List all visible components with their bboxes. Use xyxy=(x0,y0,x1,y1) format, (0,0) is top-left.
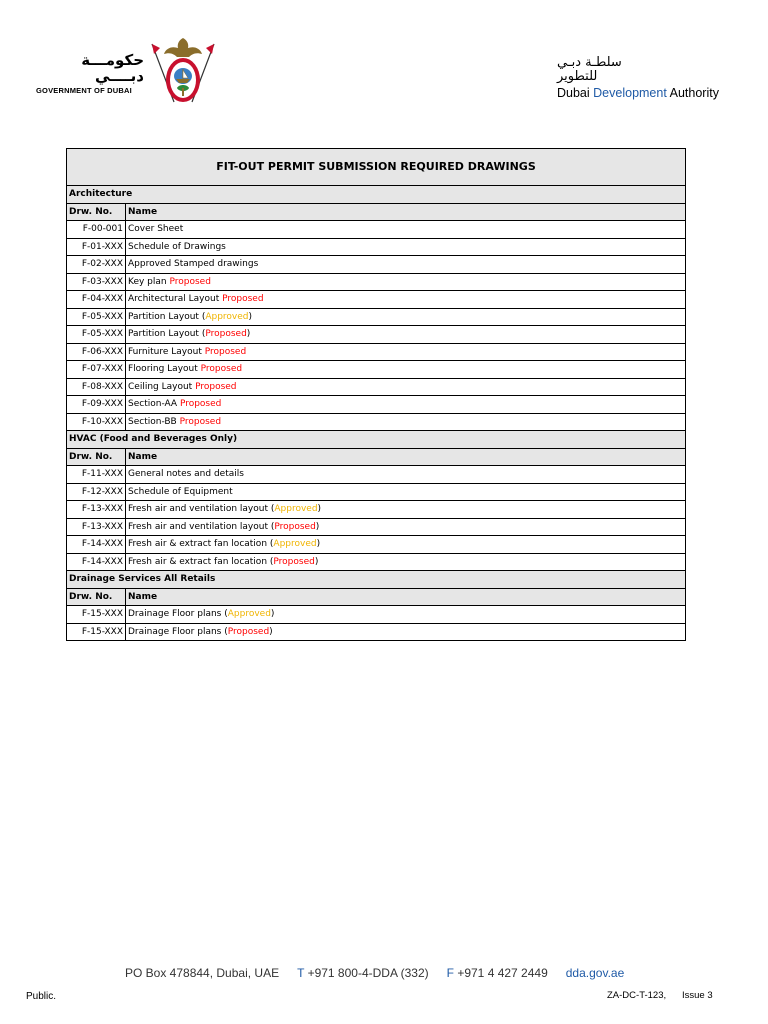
drawing-number: F-07-XXX xyxy=(67,361,126,379)
drawing-number: F-03-XXX xyxy=(67,273,126,291)
table-row xyxy=(67,501,686,519)
drawing-status: Proposed xyxy=(274,521,316,532)
table-row xyxy=(67,396,686,414)
drawing-number: F-01-XXX xyxy=(67,238,126,256)
drawing-name-cell xyxy=(126,308,686,326)
drawing-name: Ceiling Layout xyxy=(128,381,193,392)
drawing-name: Schedule of Drawings xyxy=(128,241,226,252)
column-header-name: Name xyxy=(126,448,686,466)
drawing-number: F-08-XXX xyxy=(67,378,126,396)
drawing-number: F-15-XXX xyxy=(67,606,126,624)
drawing-name: Section-AA xyxy=(128,399,178,410)
table-title: FIT-OUT PERMIT SUBMISSION REQUIRED DRAWINGS xyxy=(67,149,686,186)
drawing-status: Approved xyxy=(227,609,271,620)
drawing-name-cell xyxy=(126,536,686,554)
dubai-emblem-icon xyxy=(144,36,222,108)
drawing-number: F-00-001 xyxy=(67,221,126,239)
drawing-status: Proposed xyxy=(222,294,264,305)
column-header-row xyxy=(67,588,686,606)
table-row xyxy=(67,273,686,291)
drawing-name: Fresh air and ventilation layout xyxy=(128,521,268,532)
table-row xyxy=(67,221,686,239)
status-suffix: ) xyxy=(315,521,320,532)
section-header-row xyxy=(67,186,686,204)
drawing-status: Approved xyxy=(273,539,317,550)
drawing-name: Section-BB xyxy=(128,416,177,427)
status-prefix: ( xyxy=(267,539,274,550)
dda-arabic-text: سلطـة دبـي للتطوير xyxy=(557,55,622,84)
section-header-row xyxy=(67,571,686,589)
drawing-name-cell xyxy=(126,518,686,536)
table-row xyxy=(67,361,686,379)
drawing-number: F-02-XXX xyxy=(67,256,126,274)
dubai-development-authority-logo xyxy=(557,56,719,100)
drawing-name-cell xyxy=(126,466,686,484)
status-prefix: ( xyxy=(267,521,275,532)
status-prefix: ( xyxy=(198,329,206,340)
dda-word-development: Development xyxy=(593,86,667,100)
drawing-status: Proposed xyxy=(179,399,222,410)
table-row xyxy=(67,483,686,501)
table-row xyxy=(67,466,686,484)
drawing-name-cell xyxy=(126,623,686,641)
drawing-number: F-12-XXX xyxy=(67,483,126,501)
status-suffix: ) xyxy=(248,311,253,322)
column-header-name: Name xyxy=(126,588,686,606)
drawing-number: F-14-XXX xyxy=(67,536,126,554)
footer-address: PO Box 478844, Dubai, UAE xyxy=(125,966,280,980)
section-header-row xyxy=(67,431,686,449)
drawing-number: F-13-XXX xyxy=(67,501,126,519)
drawing-name-cell xyxy=(126,501,686,519)
table-row xyxy=(67,606,686,624)
drawing-name-cell xyxy=(126,326,686,344)
dda-word-authority: Authority xyxy=(669,86,719,100)
drawing-status: Approved xyxy=(274,504,318,515)
drawing-name: Drainage Floor plans xyxy=(128,609,222,620)
drawing-name: Fresh air & extract fan location xyxy=(128,556,268,567)
status-prefix: ( xyxy=(267,504,275,515)
footer-tel-label: T xyxy=(297,966,305,980)
table-row xyxy=(67,378,686,396)
drawing-name: Schedule of Equipment xyxy=(128,486,233,497)
dda-word-dubai: Dubai xyxy=(557,86,590,100)
drawing-status: Proposed xyxy=(204,346,247,357)
status-prefix: ( xyxy=(221,609,228,620)
drawing-status: Approved xyxy=(205,311,249,322)
status-suffix: ) xyxy=(316,539,321,550)
drawing-name-cell xyxy=(126,273,686,291)
drawing-name-cell xyxy=(126,553,686,571)
table-row xyxy=(67,553,686,571)
table-row xyxy=(67,326,686,344)
document-reference xyxy=(607,990,713,1001)
drawing-status: Proposed xyxy=(205,329,247,340)
section-title: Architecture xyxy=(67,186,686,204)
drawing-name: Key plan xyxy=(128,276,167,287)
drawing-name: Fresh air and ventilation layout xyxy=(128,504,268,515)
table-row xyxy=(67,343,686,361)
gov-english-text: GOVERNMENT OF DUBAI xyxy=(36,86,132,95)
drawing-name-cell xyxy=(126,221,686,239)
status-suffix: ) xyxy=(246,329,251,340)
drawing-status: Proposed xyxy=(195,381,237,392)
drawing-name: Drainage Floor plans xyxy=(128,626,222,637)
column-header-name: Name xyxy=(126,203,686,221)
section-title: Drainage Services All Retails xyxy=(67,571,686,589)
table-row xyxy=(67,623,686,641)
status-prefix: ( xyxy=(198,311,206,322)
footer-website-link[interactable]: dda.gov.ae xyxy=(565,966,625,980)
drawing-name: Flooring Layout xyxy=(128,364,198,375)
required-drawings-table xyxy=(66,148,686,641)
table-row xyxy=(67,256,686,274)
drawing-status: Proposed xyxy=(200,364,243,375)
drawing-name-cell xyxy=(126,483,686,501)
drawing-status: Proposed xyxy=(179,416,222,427)
footer-tel: +971 800-4-DDA (332) xyxy=(307,966,429,980)
drawing-name: Cover Sheet xyxy=(128,224,184,235)
drawing-name-cell xyxy=(126,291,686,309)
table-row xyxy=(67,238,686,256)
drawing-name: Furniture Layout xyxy=(128,346,202,357)
table-row xyxy=(67,518,686,536)
drawing-name: General notes and details xyxy=(128,469,244,480)
drawing-name-cell xyxy=(126,238,686,256)
section-title: HVAC (Food and Beverages Only) xyxy=(67,431,686,449)
drawing-number: F-09-XXX xyxy=(67,396,126,414)
drawing-number: F-10-XXX xyxy=(67,413,126,431)
doc-ref-code: ZA-DC-T-123, xyxy=(607,990,667,1001)
drawing-name: Fresh air & extract fan location xyxy=(128,539,268,550)
drawing-number: F-05-XXX xyxy=(67,326,126,344)
drawing-status: Proposed xyxy=(169,276,211,287)
status-suffix: ) xyxy=(314,556,319,567)
drawing-name-cell xyxy=(126,378,686,396)
footer-fax: +971 4 427 2449 xyxy=(457,966,548,980)
table-row xyxy=(67,413,686,431)
table-row xyxy=(67,308,686,326)
government-of-dubai-logo xyxy=(36,52,144,95)
drawing-status: Proposed xyxy=(227,626,270,637)
drawing-name-cell xyxy=(126,256,686,274)
table-title-row xyxy=(67,149,686,186)
drawing-number: F-14-XXX xyxy=(67,553,126,571)
dda-english-text xyxy=(557,86,719,100)
column-header-drw-no: Drw. No. xyxy=(67,588,126,606)
doc-issue: Issue 3 xyxy=(681,990,713,1001)
status-suffix: ) xyxy=(269,626,273,637)
drawing-number: F-05-XXX xyxy=(67,308,126,326)
drawing-number: F-06-XXX xyxy=(67,343,126,361)
drawing-name-cell xyxy=(126,413,686,431)
drawing-name-cell xyxy=(126,361,686,379)
column-header-row xyxy=(67,448,686,466)
drawing-name: Approved Stamped drawings xyxy=(128,259,259,270)
drawing-name: Architectural Layout xyxy=(128,294,220,305)
drawing-name: Partition Layout xyxy=(128,329,199,340)
drawing-number: F-13-XXX xyxy=(67,518,126,536)
drawing-number: F-04-XXX xyxy=(67,291,126,309)
status-suffix: ) xyxy=(270,609,275,620)
classification-label: Public. xyxy=(26,991,57,1002)
table-row xyxy=(67,536,686,554)
gov-arabic-text: حكومـــة دبــــي xyxy=(81,51,144,85)
column-header-drw-no: Drw. No. xyxy=(67,448,126,466)
drawing-name: Partition Layout xyxy=(128,311,199,322)
column-header-drw-no: Drw. No. xyxy=(67,203,126,221)
column-header-row xyxy=(67,203,686,221)
drawing-number: F-11-XXX xyxy=(67,466,126,484)
footer-contacts xyxy=(125,966,624,980)
table-row xyxy=(67,291,686,309)
status-prefix: ( xyxy=(221,626,228,637)
status-prefix: ( xyxy=(267,556,274,567)
drawing-name-cell xyxy=(126,606,686,624)
drawing-number: F-15-XXX xyxy=(67,623,126,641)
drawing-name-cell xyxy=(126,396,686,414)
drawing-name-cell xyxy=(126,343,686,361)
page-header xyxy=(0,0,768,110)
footer-fax-label: F xyxy=(446,966,454,980)
status-suffix: ) xyxy=(317,504,322,515)
drawing-status: Proposed xyxy=(273,556,315,567)
